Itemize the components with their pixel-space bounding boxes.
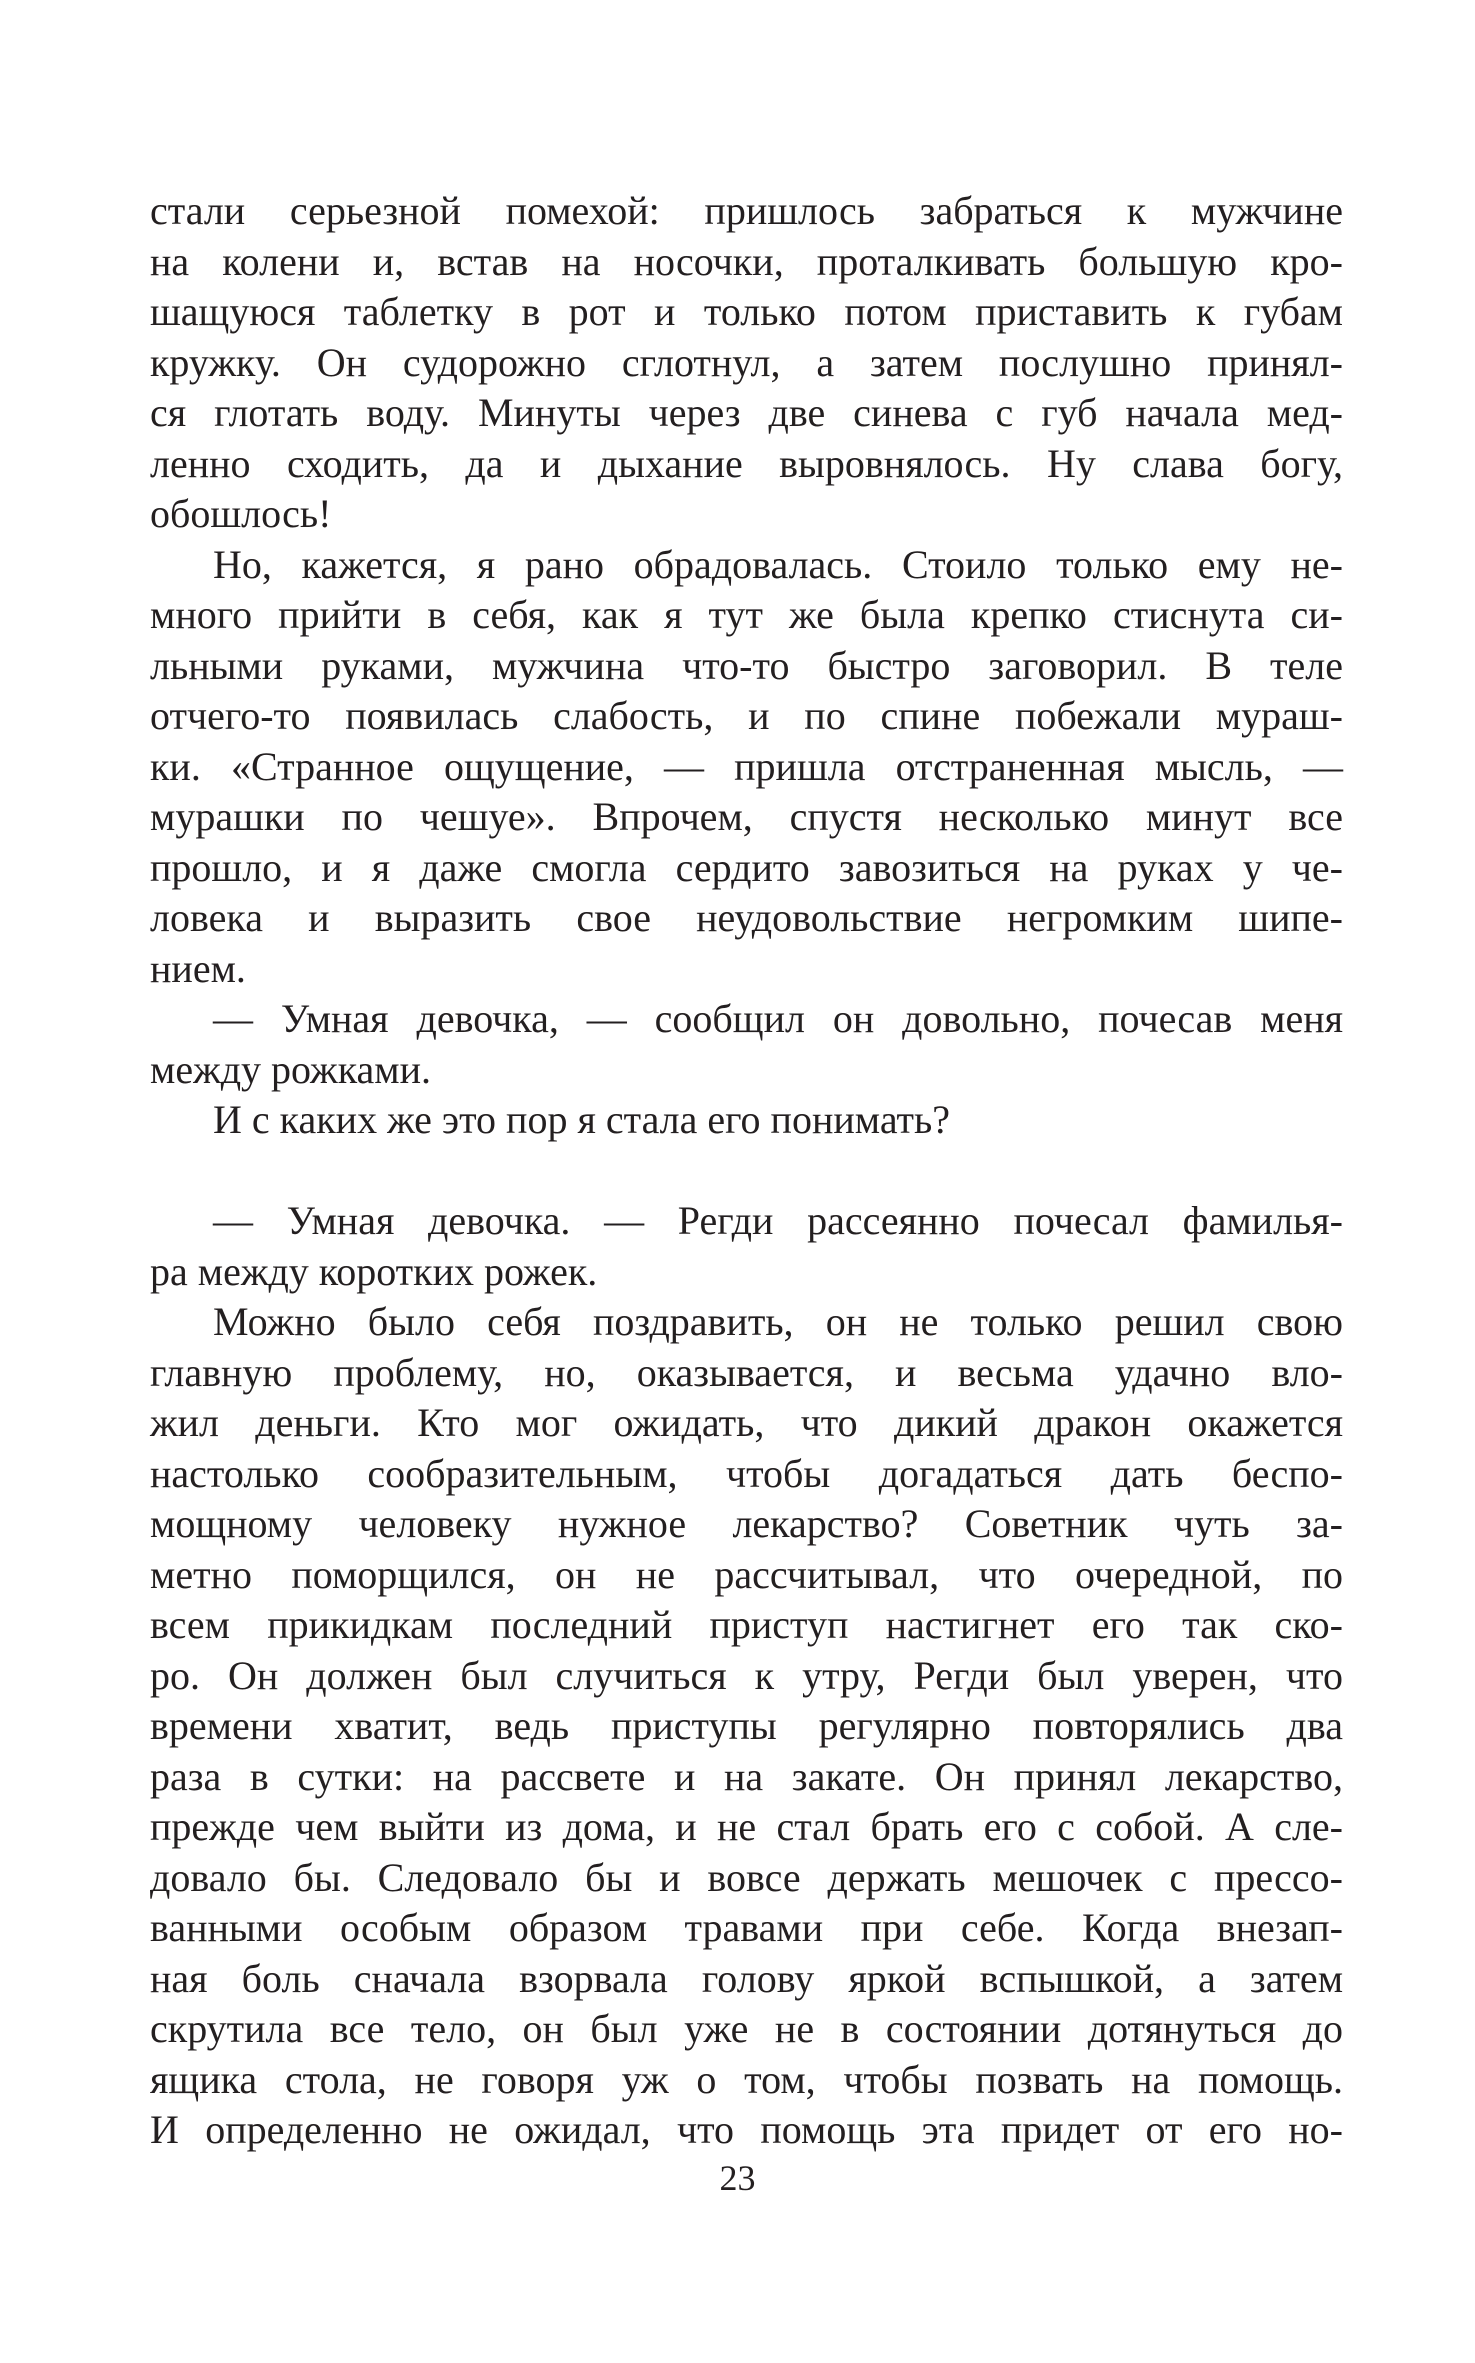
text-line: — Умная девочка, — сообщил он довольно, почесав меня (213, 996, 1343, 1041)
text-line: много прийти в себя, как я тут же была крепко стиснута си- (150, 592, 1343, 637)
text-line: жил деньги. Кто мог ожидать, что дикий дракон окажется (150, 1400, 1343, 1445)
text-line: скрутила все тело, он был уже не в состоянии дотянуться до (150, 2006, 1343, 2051)
text-line: И определенно не ожидал, что помощь эта придет от его но- (150, 2107, 1343, 2152)
text-line: метно поморщился, он не рассчитывал, что очередной, по (150, 1551, 1343, 1597)
text-line: шащуюся таблетку в рот и только потом приставить к губам (150, 289, 1343, 334)
paragraph (150, 540, 1343, 995)
page-number: 23 (719, 2158, 756, 2198)
text-line: довало бы. Следовало бы и вовсе держать мешочек с прессо- (150, 1854, 1343, 1900)
text-line: ра между коротких рожек. (150, 1248, 598, 1294)
text-line: всем прикидкам последний приступ настигнет его так ско- (150, 1602, 1343, 1647)
text-line: отчего-то появилась слабость, и по спине побежали мураш- (150, 693, 1343, 738)
text-line: обошлось! (150, 491, 332, 536)
text-line: прежде чем выйти из дома, и не стал брать его с собой. А сле- (150, 1804, 1343, 1849)
text-line: настолько сообразительным, чтобы догадаться дать беспо- (150, 1450, 1343, 1496)
paragraph (150, 186, 1343, 540)
text-line: ки. «Странное ощущение, — пришла отстраненная мысль, — (150, 743, 1343, 789)
scene-break (150, 1146, 1343, 1197)
text-line: времени хватит, ведь приступы регулярно повторялись два (150, 1703, 1343, 1748)
text-line: ро. Он должен был случиться к утру, Регди был уверен, что (150, 1652, 1343, 1698)
text-line: — Умная девочка. — Регди рассеянно почесал фамилья- (213, 1198, 1343, 1243)
text-line: кружку. Он судорожно сглотнул, а затем послушно принял- (150, 339, 1343, 385)
paragraph (150, 1196, 1343, 1297)
text-line: льными руками, мужчина что-то быстро заговорил. В теле (150, 642, 1343, 688)
paragraph (150, 994, 1343, 1095)
text-line: на колени и, встав на носочки, проталкивать большую кро- (150, 238, 1343, 284)
text-line: ся глотать воду. Минуты через две синева с губ начала мед- (150, 390, 1343, 435)
text-line: ванными особым образом травами при себе. Когда внезап- (150, 1905, 1343, 1950)
paragraph (150, 1095, 1343, 1146)
text-line: мощному человеку нужное лекарство? Советник чуть за- (150, 1501, 1343, 1546)
text-line: ленно сходить, да и дыхание выровнялось. Ну слава богу, (150, 440, 1343, 486)
text-line: мурашки по чешуе». Впрочем, спустя несколько минут все (150, 794, 1343, 839)
text-line: прошло, и я даже смогла сердито завозиться на руках у че- (150, 844, 1343, 890)
text-line: между рожками. (150, 1046, 431, 1092)
text-line: ная боль сначала взорвала голову яркой вспышкой, а затем (150, 1955, 1343, 2001)
text-line: Но, кажется, я рано обрадовалась. Стоило только ему не- (213, 541, 1343, 587)
body-text (150, 186, 1343, 2156)
text-line: главную проблему, но, оказывается, и весьма удачно вло- (150, 1349, 1343, 1395)
text-line: ловека и выразить свое неудовольствие негромким шипе- (150, 895, 1343, 940)
text-line: стали серьезной помехой: пришлось забраться к мужчине (150, 188, 1343, 233)
text-line: нием. (150, 945, 246, 991)
paragraph (150, 1297, 1343, 2156)
text-line: раза в сутки: на рассвете и на закате. Он принял лекарство, (150, 1753, 1343, 1799)
text-line: И с каких же это пор я стала его понимать? (213, 1097, 951, 1142)
text-line: Можно было себя поздравить, он не только решил свою (213, 1299, 1343, 1344)
text-line: ящика стола, не говоря уж о том, чтобы позвать на помощь. (150, 2056, 1343, 2102)
